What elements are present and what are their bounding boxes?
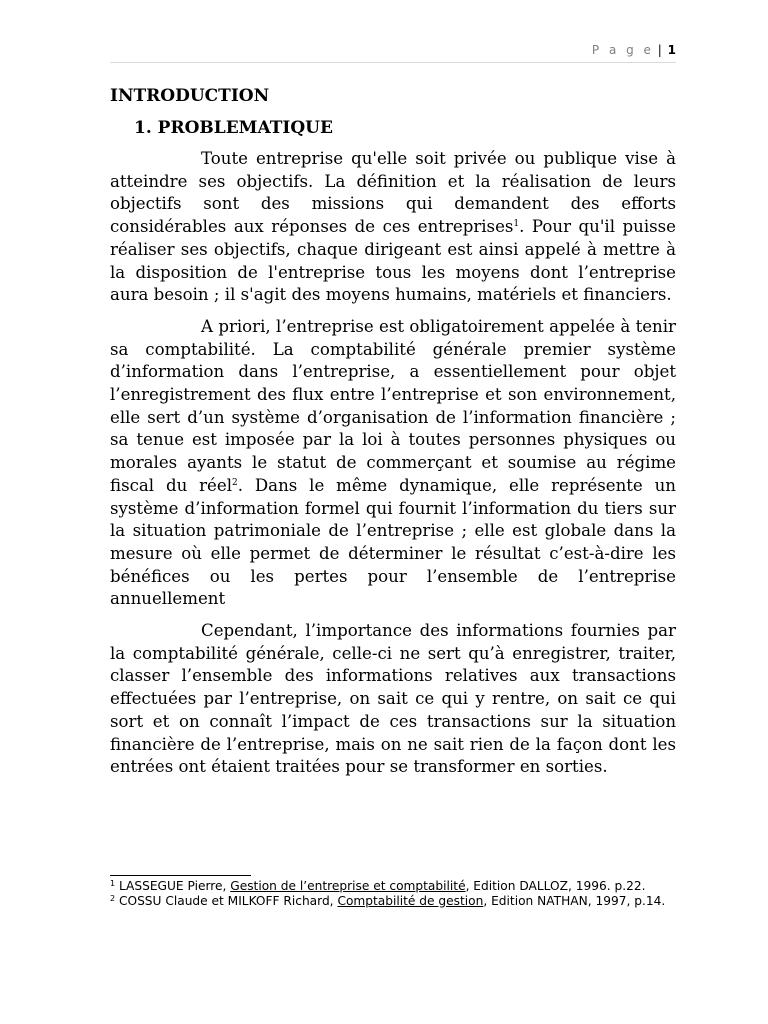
footnote-2-details: , Edition NATHAN, 1997, p.14.	[483, 893, 666, 908]
footnote-2-number: 2	[110, 893, 116, 903]
footnote-1-author: LASSEGUE Pierre,	[115, 879, 231, 893]
page-header	[110, 42, 676, 63]
section-title: 1. PROBLEMATIQUE	[134, 118, 333, 138]
paragraph-2-text-a: A priori, l’entreprise est obligatoirement appelée à tenir sa comptabilité. La comptabilité générale premier système d’information dans l’entreprise, a essentiellement pour objet l’enregistrement des flux entre l’entreprise et son environnement, elle sert d’un système d’organisation de l’information financière ; sa tenue est imposée par la loi à toutes personnes physiques ou morales ayants le statut de commerçant et soumise au régime fiscal du réel	[110, 316, 676, 495]
document-heading: INTRODUCTION	[110, 86, 270, 106]
footnote-2-author: COSSU Claude et MILKOFF Richard,	[115, 893, 338, 908]
footnote-ref-2[interactable]: 2	[232, 477, 238, 488]
document-body	[110, 82, 676, 788]
footnote-2	[110, 894, 676, 909]
page-number: 1	[667, 43, 676, 57]
paragraph-1-text-a: Toute entreprise qu'elle soit privée ou publique vise à atteindre ses objectifs. La définition et la réalisation de leurs objectifs sont des missions qui demandent des efforts considérables aux réponses de ces entreprises	[110, 149, 676, 237]
footnote-1-book-title: Gestion de l’entreprise et comptabilité	[230, 879, 466, 893]
paragraph-1	[110, 148, 676, 307]
paragraph-2	[110, 316, 676, 611]
footnotes	[110, 879, 676, 908]
paragraph-2-text-b: . Dans le même dynamique, elle représente un système d’information formel qui fournit l’information du tiers sur la situation patrimoniale de l’entreprise ; elle est globale dans la mesure où elle permet de déterminer le résultat c’est-à-dire les bénéfices ou les pertes pour l’ensemble de l’entreprise annuellement	[110, 475, 676, 609]
page-separator: |	[657, 43, 662, 57]
footnote-2-book-title: Comptabilité de gestion	[337, 893, 484, 908]
paragraph-1-text-b: . Pour qu'il puisse réaliser ses objectifs, chaque dirigeant est ainsi appelé à mettre à la disposition de l'entreprise tous les moyens dont l’entreprise aura besoin ; il s'agit des moyens humains, matériels et financiers.	[110, 217, 677, 305]
page-label: P a g e	[591, 43, 654, 57]
footnote-ref-1[interactable]: 1	[513, 219, 520, 230]
footnote-1-details: , Edition DALLOZ, 1996. p.22.	[465, 879, 646, 893]
paragraph-3: Cependant, l’importance des informations fournies par la comptabilité générale, celle-ci ne sert qu’à enregistrer, traiter, classer l’ensemble des informations relatives aux transactions effectuées par l’entreprise, on sait ce qui y rentre, on sait ce qui sort et on connaît l’impact de ces transactions sur la situation financière de l’entreprise, mais on ne sait rien de la façon dont les entrées ont étaient traitées pour se transformer en sorties.	[110, 621, 676, 777]
footnote-separator	[110, 875, 251, 876]
footnote-1-number: 1	[110, 879, 116, 888]
footnote-1	[110, 879, 676, 894]
